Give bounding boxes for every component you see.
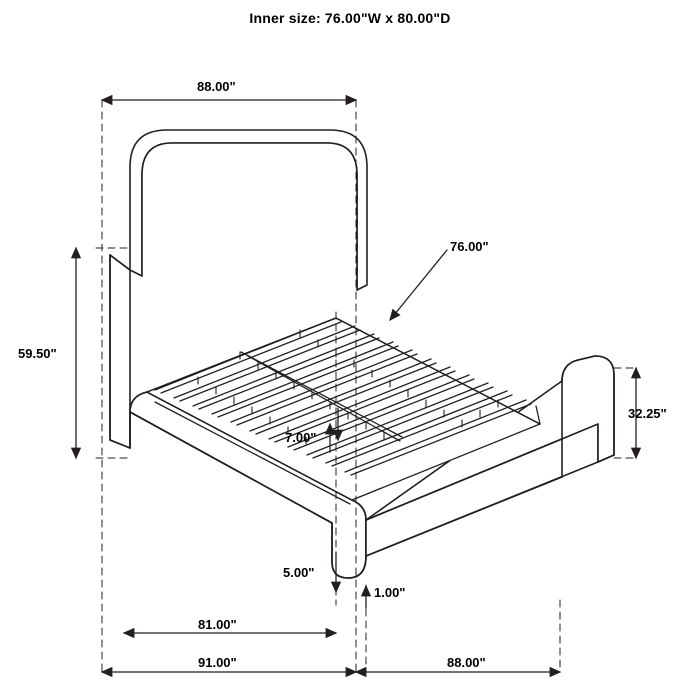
dimension-label-headboard-height: 59.50" [18,346,57,361]
dimension-label-clearance-height: 5.00" [283,565,315,580]
dimension-label-foot-rail-height: 1.00" [374,585,406,600]
dimension-label-footboard-height: 32.25" [628,406,667,421]
dimension-label-slat-length: 76.00" [450,239,489,254]
dimension-label-slat-spacing: 7.00" [285,430,317,445]
page-title: Inner size: 76.00"W x 80.00"D [249,10,451,26]
dimension-label-overall-depth: 91.00" [198,655,237,670]
dimension-label-overall-width: 88.00" [447,655,486,670]
dimension-label-inner-depth: 81.00" [198,617,237,632]
dimension-label-headboard-width: 88.00" [197,79,236,94]
